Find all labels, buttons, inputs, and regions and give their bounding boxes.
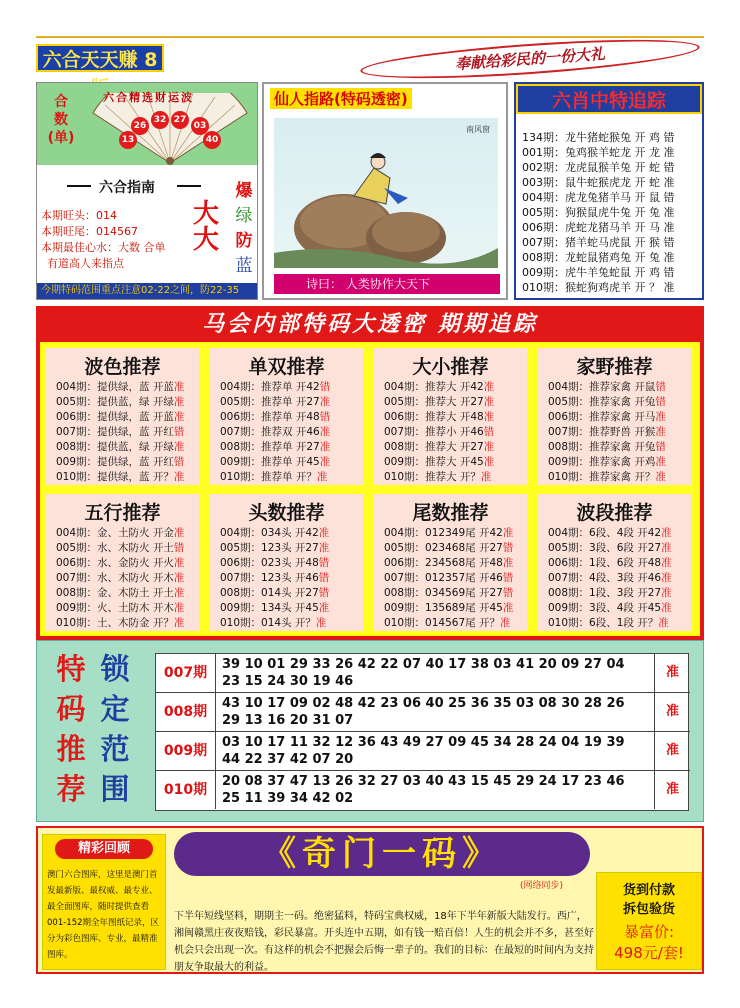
number-ball: 03 xyxy=(191,117,209,135)
right-char: 范 xyxy=(100,732,130,766)
qimen-section xyxy=(36,826,704,974)
row-text: 010期：土、木防金 开？ xyxy=(56,617,174,629)
card-row xyxy=(384,395,494,410)
row-text: 006期：234568尾 开48 xyxy=(384,557,503,569)
row-text: 010期：提供绿，蓝 开？ xyxy=(56,471,174,483)
row-text: 005期：提供蓝，绿 开绿 xyxy=(56,396,174,408)
row-mark: 准 xyxy=(173,471,185,483)
lock-numbers: 20 08 37 47 13 26 32 27 03 40 43 15 45 29 24 17 23 46 25 11 39 34 42 02 xyxy=(222,774,625,806)
fan-title: 六合精选财运波 xyxy=(103,91,194,104)
row-mark: 准 xyxy=(173,602,185,614)
card-title: 尾数推荐 xyxy=(412,502,489,524)
row-text: 006期：提供绿，蓝 开蓝 xyxy=(56,411,174,423)
da-char: 大 xyxy=(192,199,219,229)
card-title: 大小推荐 xyxy=(412,356,489,378)
row-mark: 错 xyxy=(502,572,514,584)
row-text: 008期：推荐单 开27 xyxy=(220,441,320,453)
liuxiao-row: 002期：龙虎鼠猴羊兔 开 蛇 错 xyxy=(522,161,675,174)
row-text: 008期：提供蓝，绿 开绿 xyxy=(56,441,174,453)
price-box xyxy=(596,872,702,970)
row-mark: 错 xyxy=(173,542,185,554)
row-text: 010期：014567尾 开？ xyxy=(384,617,500,629)
card-row xyxy=(220,455,330,470)
right-char: 围 xyxy=(100,772,130,806)
right-char: 定 xyxy=(100,692,130,726)
card-row xyxy=(548,470,666,485)
recommend-card xyxy=(46,494,199,631)
divider xyxy=(67,185,91,187)
liuxiao-row: 010期：猴蛇狗鸡虎羊 开 ？ 准 xyxy=(522,281,675,294)
card-row xyxy=(548,440,666,455)
row-mark: 错 xyxy=(318,572,330,584)
right-char: 锁 xyxy=(100,652,130,686)
card-row xyxy=(220,395,330,410)
row-text: 006期：推荐单 开48 xyxy=(220,411,320,423)
slogan: 奉献给彩民的一份大礼 xyxy=(359,32,700,86)
row-text: 008期：034569尾 开27 xyxy=(384,587,503,599)
card-row xyxy=(548,601,672,616)
card-title: 五行推荐 xyxy=(84,502,161,524)
recommend-card xyxy=(538,494,691,631)
row-mark: 错 xyxy=(502,542,514,554)
row-mark: 准 xyxy=(315,617,327,629)
row-text: 009期：134头 开45 xyxy=(220,602,319,614)
recommend-card xyxy=(46,348,199,485)
card-row xyxy=(56,586,184,601)
lock-mark: 准 xyxy=(654,771,690,809)
card-row xyxy=(56,541,184,556)
row-mark: 准 xyxy=(318,527,330,539)
row-mark: 准 xyxy=(483,396,495,408)
row-mark: 准 xyxy=(661,542,672,554)
review-box xyxy=(42,834,166,970)
card-row xyxy=(220,526,329,541)
row-mark: 准 xyxy=(655,411,666,423)
card-row xyxy=(548,571,672,586)
liuxiao-row: 009期：虎牛羊兔蛇鼠 开 鸡 错 xyxy=(522,266,675,279)
left-char: 推 xyxy=(56,732,86,766)
card-row xyxy=(548,526,672,541)
row-mark: 准 xyxy=(655,426,666,438)
qimen-banner: 《奇门一码》 xyxy=(174,832,590,876)
price-line: 498元/套! xyxy=(614,944,684,962)
row-text: 008期：金、木防土 开土 xyxy=(56,587,174,599)
row-mark: 错 xyxy=(173,456,185,468)
lock-period: 007期 xyxy=(156,654,216,692)
row-mark: 准 xyxy=(499,617,511,629)
row-text: 005期：123头 开27 xyxy=(220,542,319,554)
row-text: 009期：推荐大 开45 xyxy=(384,456,484,468)
row-text: 009期：提供绿，蓝 开红 xyxy=(56,456,174,468)
liuxiao-row: 007期：猪羊蛇马虎鼠 开 猴 错 xyxy=(522,236,675,249)
bao-column xyxy=(233,179,255,279)
row-mark: 准 xyxy=(173,411,185,423)
card-row xyxy=(384,586,513,601)
card-row xyxy=(548,380,666,395)
da-char: 大 xyxy=(192,225,219,255)
stamp-text: 南风窗 xyxy=(466,125,490,134)
card-title: 单双推荐 xyxy=(248,356,325,378)
card-row xyxy=(220,380,330,395)
row-text: 004期：推荐大 开42 xyxy=(384,381,484,393)
poem-text: 诗曰： 人类协作大天下 xyxy=(306,277,430,291)
card-title: 头数推荐 xyxy=(248,502,325,524)
row-text: 009期：推荐家禽 开鸡 xyxy=(548,456,656,468)
row-mark: 准 xyxy=(319,426,331,438)
row-text: 004期：金、土防火 开金 xyxy=(56,527,174,539)
fan-box xyxy=(37,83,257,165)
wang-wei: 本期旺尾：014567 xyxy=(41,225,138,238)
liuhe-guide-panel xyxy=(36,82,258,300)
liuxiao-panel xyxy=(514,82,704,300)
review-text: 澳门六合图库，这里是澳门首发最新版、最权威、最专业、最全面图库，随时提供查看001-152期全年图纸记录，区分为彩色图库、专业，最精准图库。 xyxy=(47,870,160,960)
row-mark: 准 xyxy=(658,617,669,629)
card-row xyxy=(548,541,672,556)
row-text: 007期：4段、3段 开46 xyxy=(548,572,662,584)
row-text: 004期：推荐家禽 开鼠 xyxy=(548,381,656,393)
row-mark: 准 xyxy=(483,381,495,393)
card-row xyxy=(220,601,329,616)
row-mark: 准 xyxy=(318,542,330,554)
row-text: 010期：推荐大 开？ xyxy=(384,471,481,483)
card-row xyxy=(548,586,672,601)
recommend-grid xyxy=(40,342,700,636)
row-mark: 准 xyxy=(316,471,328,483)
row-text: 009期：3段、4段 开45 xyxy=(548,602,662,614)
card-row xyxy=(384,556,513,571)
row-mark: 准 xyxy=(655,471,666,483)
fang-char: 防 xyxy=(235,231,253,251)
row-text: 006期：023头 开48 xyxy=(220,557,319,569)
price-line: 拆包验货 xyxy=(622,902,675,917)
best-pick: 本期最佳心水：大数 合单 xyxy=(41,241,166,254)
row-text: 004期：推荐单 开42 xyxy=(220,381,320,393)
row-mark: 准 xyxy=(502,527,514,539)
card-row xyxy=(220,586,329,601)
row-mark: 准 xyxy=(318,602,330,614)
row-text: 004期：提供绿，蓝 开蓝 xyxy=(56,381,174,393)
row-mark: 准 xyxy=(173,557,185,569)
row-text: 010期：014头 开？ xyxy=(220,617,316,629)
lock-row xyxy=(156,654,690,693)
row-mark: 准 xyxy=(502,557,514,569)
card-row xyxy=(548,410,666,425)
lock-row xyxy=(156,771,690,810)
lan-char: 蓝 xyxy=(235,256,253,276)
number-ball: 26 xyxy=(131,117,149,135)
row-text: 006期：推荐大 开48 xyxy=(384,411,484,423)
row-mark: 准 xyxy=(483,456,495,468)
recommend-card xyxy=(374,348,527,485)
price-line: 暴富价: xyxy=(623,923,675,941)
row-mark: 准 xyxy=(480,471,492,483)
card-title: 波段推荐 xyxy=(576,502,653,524)
row-text: 007期：012357尾 开46 xyxy=(384,572,503,584)
row-mark: 准 xyxy=(173,587,185,599)
row-mark: 准 xyxy=(173,441,185,453)
row-mark: 错 xyxy=(319,381,331,393)
nan-title: 六合指南 xyxy=(99,180,155,196)
qimen-description: 下半年短线坚料，期期主一码。绝密猛料，特码宝典权威，18年下半年新版大陆发行。西广，湘闽赣黑庄夜夜赔钱，彩民暴富。开头连中五期，如有钱一赔百倍！人生的机会并不多，甚至好机会只会出现一次。有这样的机会不把握会后悔一辈子的。我们的目标：在最短的时间内为支持朋友争取最大的利益。 xyxy=(174,911,594,973)
number-ball: 27 xyxy=(171,111,189,129)
card-row xyxy=(220,470,327,485)
row-text: 005期：推荐大 开27 xyxy=(384,396,484,408)
card-row xyxy=(384,410,494,425)
top-divider xyxy=(36,36,704,38)
row-mark: 准 xyxy=(173,527,185,539)
card-row xyxy=(220,425,330,440)
lock-numbers: 43 10 17 09 02 48 42 23 06 40 25 36 35 03 08 30 28 26 29 13 16 20 31 07 xyxy=(222,696,625,728)
row-mark: 错 xyxy=(655,396,666,408)
left-char: 特 xyxy=(56,652,86,686)
card-row xyxy=(384,470,491,485)
poem-bar xyxy=(274,274,500,294)
number-ball: 40 xyxy=(203,131,221,149)
card-row xyxy=(384,616,510,631)
row-text: 009期：推荐单 开45 xyxy=(220,456,320,468)
net-sync: (网络同步) xyxy=(520,881,564,891)
row-mark: 错 xyxy=(319,411,331,423)
row-mark: 错 xyxy=(502,587,514,599)
card-row xyxy=(384,571,513,586)
row-text: 010期：推荐家禽 开？ xyxy=(548,471,656,483)
card-row xyxy=(56,616,184,631)
card-row xyxy=(56,380,184,395)
liuxiao-row: 005期：狗猴鼠虎牛兔 开 兔 准 xyxy=(522,206,675,219)
lock-table xyxy=(155,653,689,811)
card-row xyxy=(56,601,184,616)
row-mark: 错 xyxy=(655,441,666,453)
recommend-card xyxy=(210,348,363,485)
price-line: 货到付款 xyxy=(622,883,675,898)
card-row xyxy=(56,455,184,470)
card-row xyxy=(384,601,513,616)
recommend-banner: 马会内部特码大透密 期期追踪 xyxy=(202,311,538,337)
card-row xyxy=(56,410,184,425)
lock-mark: 准 xyxy=(654,693,690,731)
card-row xyxy=(220,541,329,556)
row-text: 007期：123头 开46 xyxy=(220,572,319,584)
liuxiao-row: 001期：兔鸡猴羊蛇龙 开 龙 准 xyxy=(522,146,675,159)
row-text: 008期：1段、3段 开27 xyxy=(548,587,662,599)
row-text: 010期：推荐单 开？ xyxy=(220,471,317,483)
row-mark: 准 xyxy=(319,441,331,453)
left-char: 荐 xyxy=(56,772,86,806)
card-title: 家野推荐 xyxy=(576,356,653,378)
number-ball: 13 xyxy=(119,131,137,149)
lock-section xyxy=(36,640,704,822)
card-row xyxy=(56,556,184,571)
card-row xyxy=(220,410,330,425)
card-row xyxy=(56,395,184,410)
range-tip: 今期特码范围重点注意02-22之间，防22-35 xyxy=(37,283,257,299)
card-row xyxy=(548,395,666,410)
page-title: 六合天天赚 8 xyxy=(36,44,164,72)
row-mark: 准 xyxy=(661,572,672,584)
row-mark: 准 xyxy=(483,411,495,423)
card-row xyxy=(220,616,326,631)
row-text: 006期：推荐家禽 开马 xyxy=(548,411,656,423)
card-row xyxy=(384,425,494,440)
row-mark: 错 xyxy=(318,557,330,569)
row-mark: 准 xyxy=(319,456,331,468)
lock-numbers: 39 10 01 29 33 26 42 22 07 40 17 38 03 41 20 09 27 04 23 15 24 30 19 46 xyxy=(222,657,625,689)
row-mark: 准 xyxy=(173,381,185,393)
bao-char: 爆 xyxy=(235,181,253,201)
row-text: 005期：推荐单 开27 xyxy=(220,396,320,408)
row-mark: 准 xyxy=(661,527,672,539)
scene-illustration xyxy=(274,118,498,268)
row-mark: 准 xyxy=(655,456,666,468)
row-mark: 准 xyxy=(173,572,185,584)
recommend-card xyxy=(210,494,363,631)
row-mark: 准 xyxy=(319,396,331,408)
lock-row xyxy=(156,693,690,732)
card-row xyxy=(548,425,666,440)
rocks-figure-icon xyxy=(274,118,498,268)
row-text: 009期：135689尾 开45 xyxy=(384,602,503,614)
row-text: 007期：推荐小 开46 xyxy=(384,426,484,438)
card-row xyxy=(384,380,494,395)
card-title: 波色推荐 xyxy=(84,356,161,378)
lv-char: 绿 xyxy=(235,206,253,226)
row-text: 010期：6段、1段 开？ xyxy=(548,617,659,629)
row-text: 004期：034头 开42 xyxy=(220,527,319,539)
row-text: 006期：1段、6段 开48 xyxy=(548,557,662,569)
row-mark: 准 xyxy=(483,441,495,453)
wang-tou: 本期旺头：014 xyxy=(41,209,117,222)
card-row xyxy=(384,440,494,455)
row-text: 008期：014头 开27 xyxy=(220,587,319,599)
row-mark: 错 xyxy=(483,426,495,438)
lock-period: 010期 xyxy=(156,771,216,809)
row-mark: 准 xyxy=(661,587,672,599)
number-ball: 32 xyxy=(151,111,169,129)
card-row xyxy=(56,470,184,485)
row-mark: 准 xyxy=(173,396,185,408)
row-text: 004期：012349尾 开42 xyxy=(384,527,503,539)
lock-period: 008期 xyxy=(156,693,216,731)
row-text: 008期：推荐家禽 开兔 xyxy=(548,441,656,453)
liuxiao-row: 134期：龙牛猪蛇猴兔 开 鸡 错 xyxy=(522,131,675,144)
card-row xyxy=(220,440,330,455)
row-text: 004期：6段、4段 开42 xyxy=(548,527,662,539)
recommend-section xyxy=(36,306,704,640)
xianren-title: 仙人指路(特码透密) xyxy=(270,88,412,109)
row-mark: 准 xyxy=(502,602,514,614)
card-row xyxy=(56,571,184,586)
lock-row xyxy=(156,732,690,771)
row-mark: 错 xyxy=(318,587,330,599)
heshu-label: 合 数 (单) xyxy=(47,94,75,146)
row-mark: 准 xyxy=(173,617,185,629)
card-row xyxy=(384,526,513,541)
card-row xyxy=(384,455,494,470)
card-row xyxy=(548,455,666,470)
dada-mark xyxy=(191,201,221,253)
card-row xyxy=(548,616,669,631)
row-mark: 错 xyxy=(173,426,185,438)
lock-period: 009期 xyxy=(156,732,216,770)
card-row xyxy=(220,556,329,571)
review-title: 精彩回顾 xyxy=(55,839,153,859)
lock-mark: 准 xyxy=(654,732,690,770)
card-row xyxy=(56,440,184,455)
card-row xyxy=(220,571,329,586)
lock-numbers: 03 10 17 11 32 12 36 43 49 27 09 45 34 28 24 04 19 39 44 22 37 42 07 20 xyxy=(222,735,625,767)
liuxiao-row: 003期：鼠牛蛇猴虎龙 开 蛇 准 xyxy=(522,176,675,189)
recommend-card xyxy=(538,348,691,485)
card-row xyxy=(56,526,184,541)
row-text: 005期：水、木防火 开土 xyxy=(56,542,174,554)
row-text: 007期：水、木防火 开木 xyxy=(56,572,174,584)
row-mark: 准 xyxy=(661,557,672,569)
lock-mark: 准 xyxy=(654,654,690,692)
row-text: 005期：3段、6段 开27 xyxy=(548,542,662,554)
row-text: 007期：推荐双 开46 xyxy=(220,426,320,438)
liuxiao-row: 006期：虎蛇龙猪马羊 开 马 准 xyxy=(522,221,675,234)
row-mark: 错 xyxy=(655,381,666,393)
tip-line: 有道高人来指点 xyxy=(47,257,124,270)
row-text: 005期：023468尾 开27 xyxy=(384,542,503,554)
recommend-card xyxy=(374,494,527,631)
xianren-panel xyxy=(262,82,508,300)
liuxiao-row: 004期：虎龙兔猪羊马 开 鼠 错 xyxy=(522,191,675,204)
card-row xyxy=(384,541,513,556)
card-row xyxy=(548,556,672,571)
divider xyxy=(177,185,201,187)
liuxiao-title: 六肖中特追踪 xyxy=(516,84,702,114)
row-mark: 准 xyxy=(661,602,672,614)
liuxiao-row: 008期：龙蛇鼠猪鸡兔 开 兔 准 xyxy=(522,251,675,264)
row-text: 007期：提供绿，蓝 开红 xyxy=(56,426,174,438)
row-text: 008期：推荐大 开27 xyxy=(384,441,484,453)
left-char: 码 xyxy=(56,692,86,726)
card-row xyxy=(56,425,184,440)
row-text: 006期：水、金防火 开火 xyxy=(56,557,174,569)
row-text: 009期：火、土防木 开木 xyxy=(56,602,174,614)
row-text: 007期：推荐野兽 开猴 xyxy=(548,426,656,438)
row-text: 005期：推荐家禽 开兔 xyxy=(548,396,656,408)
